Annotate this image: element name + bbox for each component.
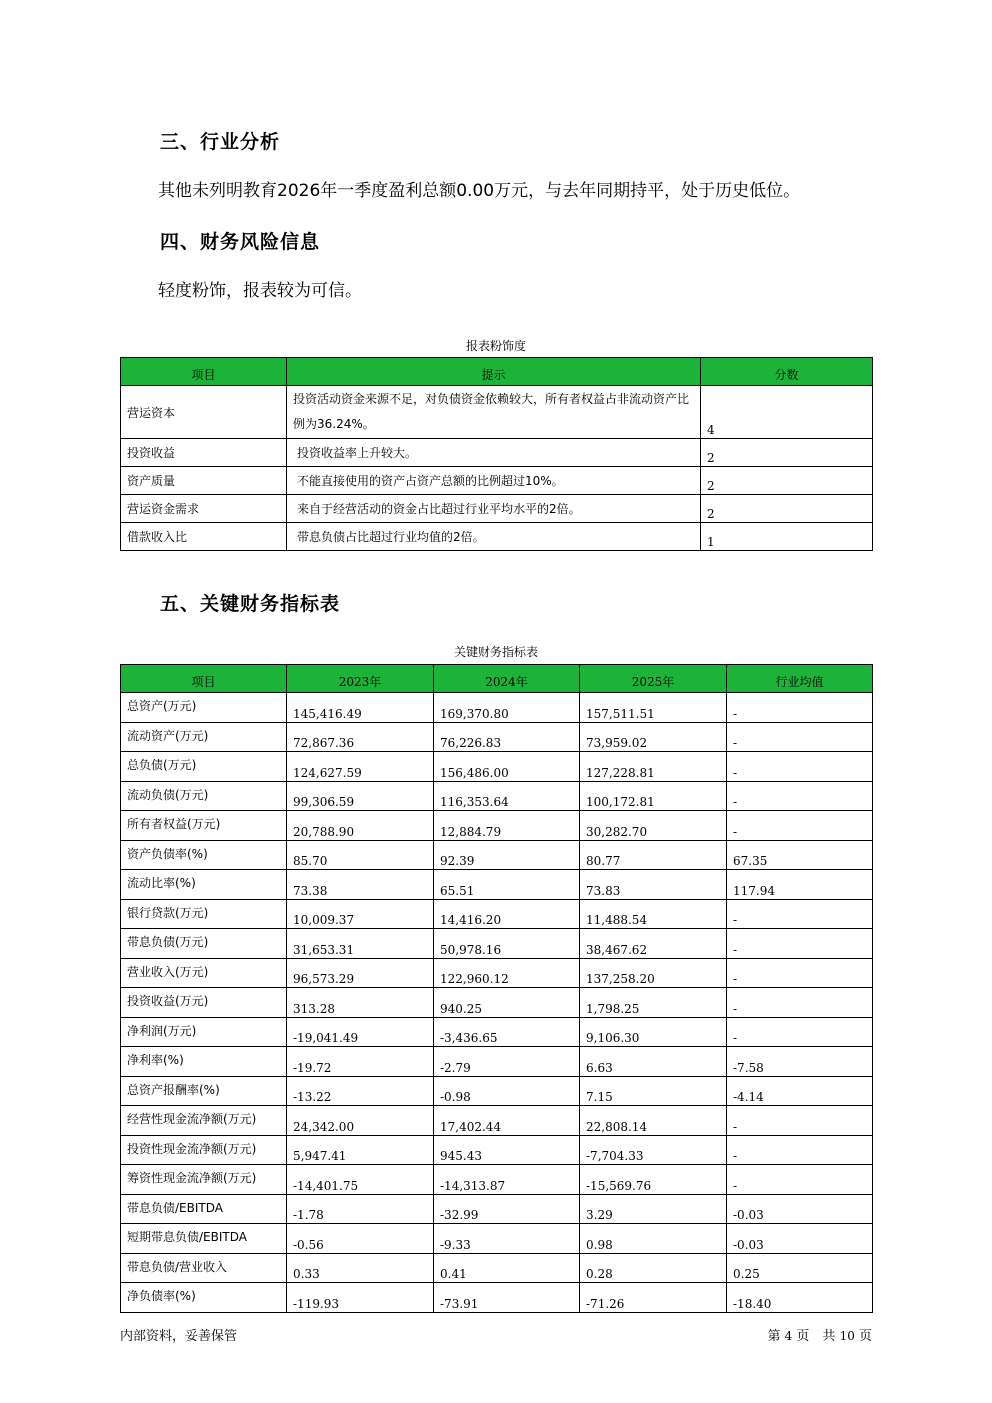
risk-score-cell: 2 [701,467,873,495]
fin-item-cell: 所有者权益(万元) [121,811,287,841]
risk-hint-cell: 投资收益率上升较大。 [287,439,701,467]
fin-2025-cell: -71.26 [580,1283,727,1313]
table-row [121,870,873,900]
table-row [121,929,873,959]
fin-header-2024: 2024年 [434,665,580,693]
page-total: 10 [839,1329,855,1343]
fin-2023-cell: -1.78 [287,1194,434,1224]
table-row [121,467,873,495]
fin-2025-cell: 3.29 [580,1194,727,1224]
fin-item-cell: 带息负债/EBITDA [121,1194,287,1224]
fin-header-2023: 2023年 [287,665,434,693]
fin-2025-cell: 11,488.54 [580,899,727,929]
fin-2023-cell: -19,041.49 [287,1017,434,1047]
fin-2023-cell: -13.22 [287,1076,434,1106]
risk-score-cell: 2 [701,495,873,523]
fin-item-cell: 净利率(%) [121,1047,287,1077]
fin-2024-cell: 17,402.44 [434,1106,580,1136]
fin-2023-cell: 96,573.29 [287,958,434,988]
fin-2024-cell: -14,313.87 [434,1165,580,1195]
fin-2024-cell: 14,416.20 [434,899,580,929]
risk-text: 轻度粉饰，报表较为可信。 [158,281,362,301]
fin-2023-cell: 85.70 [287,840,434,870]
fin-industry-avg-cell: - [727,1135,873,1165]
fin-2024-cell: -32.99 [434,1194,580,1224]
fin-table [120,664,873,1313]
fin-2023-cell: 20,788.90 [287,811,434,841]
fin-item-cell: 筹资性现金流净额(万元) [121,1165,287,1195]
fin-item-cell: 带息负债/营业收入 [121,1253,287,1283]
fin-item-cell: 经营性现金流净额(万元) [121,1106,287,1136]
table-row [121,1165,873,1195]
fin-2024-cell: -2.79 [434,1047,580,1077]
fin-item-cell: 净利润(万元) [121,1017,287,1047]
risk-score-cell: 1 [701,523,873,551]
fin-2024-cell: 76,226.83 [434,722,580,752]
table-row [121,523,873,551]
fin-item-cell: 银行贷款(万元) [121,899,287,929]
fin-2024-cell: 50,978.16 [434,929,580,959]
fin-industry-avg-cell: - [727,1165,873,1195]
fin-industry-avg-cell: 67.35 [727,840,873,870]
fin-2023-cell: 72,867.36 [287,722,434,752]
fin-2024-cell: 156,486.00 [434,752,580,782]
risk-header-score: 分数 [701,358,873,386]
industry-text: 其他未列明教育2026年一季度盈利总额0.00万元，与去年同期持平，处于历史低位。 [158,181,801,201]
fin-2024-cell: 12,884.79 [434,811,580,841]
fin-2024-cell: 65.51 [434,870,580,900]
fin-2023-cell: 5,947.41 [287,1135,434,1165]
table-row [121,899,873,929]
table-row [121,439,873,467]
fin-2025-cell: 80.77 [580,840,727,870]
table-row [121,752,873,782]
table-row [121,1135,873,1165]
fin-item-cell: 投资性现金流净额(万元) [121,1135,287,1165]
table-row [121,1224,873,1254]
risk-header-item: 项目 [121,358,287,386]
fin-industry-avg-cell: - [727,781,873,811]
footer-pagination [767,1325,872,1344]
fin-2023-cell: 73.38 [287,870,434,900]
risk-item-cell: 投资收益 [121,439,287,467]
risk-hint-cell: 不能直接使用的资产占资产总额的比例超过10%。 [287,467,701,495]
fin-2023-cell: 313.28 [287,988,434,1018]
fin-industry-avg-cell: 0.25 [727,1253,873,1283]
fin-2024-cell: 116,353.64 [434,781,580,811]
risk-item-cell: 借款收入比 [121,523,287,551]
table-row [121,1283,873,1313]
fin-2024-cell: 945.43 [434,1135,580,1165]
page-prefix: 第 [767,1329,781,1344]
fin-2025-cell: -15,569.76 [580,1165,727,1195]
fin-2025-cell: 1,798.25 [580,988,727,1018]
fin-2025-cell: 6.63 [580,1047,727,1077]
fin-2023-cell: -119.93 [287,1283,434,1313]
fin-2024-cell: 940.25 [434,988,580,1018]
risk-item-cell: 营运资金需求 [121,495,287,523]
fin-item-cell: 短期带息负债/EBITDA [121,1224,287,1254]
fin-header-industry-avg: 行业均值 [727,665,873,693]
fin-2025-cell: 9,106.30 [580,1017,727,1047]
table-row [121,1017,873,1047]
fin-2023-cell: -0.56 [287,1224,434,1254]
risk-score-cell: 4 [701,386,873,439]
fin-2025-cell: 38,467.62 [580,929,727,959]
fin-industry-avg-cell: - [727,988,873,1018]
fin-item-cell: 总资产(万元) [121,693,287,723]
table-row [121,1253,873,1283]
fin-2024-cell: -3,436.65 [434,1017,580,1047]
indicators-heading: 五、关键财务指标表 [160,593,341,615]
fin-item-cell: 净负债率(%) [121,1283,287,1313]
table-row [121,1194,873,1224]
table-row [121,495,873,523]
risk-header-hint: 提示 [287,358,701,386]
fin-2023-cell: 10,009.37 [287,899,434,929]
fin-industry-avg-cell: -0.03 [727,1224,873,1254]
table-row [121,840,873,870]
fin-2025-cell: 0.98 [580,1224,727,1254]
table-row [121,988,873,1018]
fin-item-cell: 投资收益(万元) [121,988,287,1018]
fin-item-cell: 营业收入(万元) [121,958,287,988]
table-row [121,1076,873,1106]
fin-2025-cell: 73,959.02 [580,722,727,752]
fin-item-cell: 流动资产(万元) [121,722,287,752]
risk-heading: 四、财务风险信息 [160,231,321,253]
risk-score-cell: 2 [701,439,873,467]
industry-heading: 三、行业分析 [160,131,281,153]
fin-industry-avg-cell: - [727,929,873,959]
fin-2025-cell: 100,172.81 [580,781,727,811]
fin-industry-avg-cell: - [727,899,873,929]
page-current: 4 [784,1329,793,1343]
fin-2023-cell: -14,401.75 [287,1165,434,1195]
fin-item-cell: 流动负债(万元) [121,781,287,811]
fin-industry-avg-cell: - [727,1106,873,1136]
fin-industry-avg-cell: - [727,958,873,988]
footer-confidential: 内部资料，妥善保管 [120,1329,238,1344]
fin-2024-cell: 169,370.80 [434,693,580,723]
fin-table-caption: 关键财务指标表 [453,645,538,659]
fin-industry-avg-cell: - [727,811,873,841]
table-row [121,781,873,811]
fin-industry-avg-cell: - [727,693,873,723]
fin-industry-avg-cell: - [727,752,873,782]
table-row [121,958,873,988]
fin-2025-cell: -7,704.33 [580,1135,727,1165]
fin-header-item: 项目 [121,665,287,693]
fin-item-cell: 总资产报酬率(%) [121,1076,287,1106]
risk-item-cell: 资产质量 [121,467,287,495]
page-mid: 页 共 [796,1329,836,1344]
fin-2025-cell: 127,228.81 [580,752,727,782]
fin-industry-avg-cell: -4.14 [727,1076,873,1106]
fin-industry-avg-cell: -18.40 [727,1283,873,1313]
fin-2023-cell: -19.72 [287,1047,434,1077]
fin-2023-cell: 124,627.59 [287,752,434,782]
fin-header-2025: 2025年 [580,665,727,693]
fin-industry-avg-cell: - [727,722,873,752]
fin-2023-cell: 24,342.00 [287,1106,434,1136]
fin-industry-avg-cell: - [727,1017,873,1047]
fin-industry-avg-cell: 117.94 [727,870,873,900]
fin-2025-cell: 0.28 [580,1253,727,1283]
fin-industry-avg-cell: -7.58 [727,1047,873,1077]
fin-2025-cell: 137,258.20 [580,958,727,988]
fin-2024-cell: -0.98 [434,1076,580,1106]
fin-2024-cell: 0.41 [434,1253,580,1283]
page-suffix: 页 [858,1329,872,1344]
risk-table-caption: 报表粉饰度 [465,339,526,353]
fin-2023-cell: 145,416.49 [287,693,434,723]
fin-2024-cell: -9.33 [434,1224,580,1254]
table-row [121,1106,873,1136]
fin-2025-cell: 30,282.70 [580,811,727,841]
fin-2024-cell: -73.91 [434,1283,580,1313]
fin-2024-cell: 92.39 [434,840,580,870]
fin-industry-avg-cell: -0.03 [727,1194,873,1224]
risk-table [120,357,873,551]
fin-item-cell: 资产负债率(%) [121,840,287,870]
fin-2025-cell: 7.15 [580,1076,727,1106]
fin-2025-cell: 73.83 [580,870,727,900]
risk-item-cell: 营运资本 [121,386,287,439]
fin-2023-cell: 99,306.59 [287,781,434,811]
fin-item-cell: 流动比率(%) [121,870,287,900]
table-row [121,722,873,752]
fin-2023-cell: 31,653.31 [287,929,434,959]
risk-hint-cell: 来自于经营活动的资金占比超过行业平均水平的2倍。 [287,495,701,523]
risk-hint-cell: 投资活动资金来源不足，对负债资金依赖较大，所有者权益占非流动资产比例为36.24%。 [287,386,701,439]
fin-item-cell: 带息负债(万元) [121,929,287,959]
fin-item-cell: 总负债(万元) [121,752,287,782]
fin-2024-cell: 122,960.12 [434,958,580,988]
fin-2023-cell: 0.33 [287,1253,434,1283]
table-row [121,693,873,723]
fin-2025-cell: 157,511.51 [580,693,727,723]
risk-hint-cell: 带息负债占比超过行业均值的2倍。 [287,523,701,551]
table-row [121,1047,873,1077]
fin-2025-cell: 22,808.14 [580,1106,727,1136]
table-row [121,386,873,439]
table-row [121,811,873,841]
